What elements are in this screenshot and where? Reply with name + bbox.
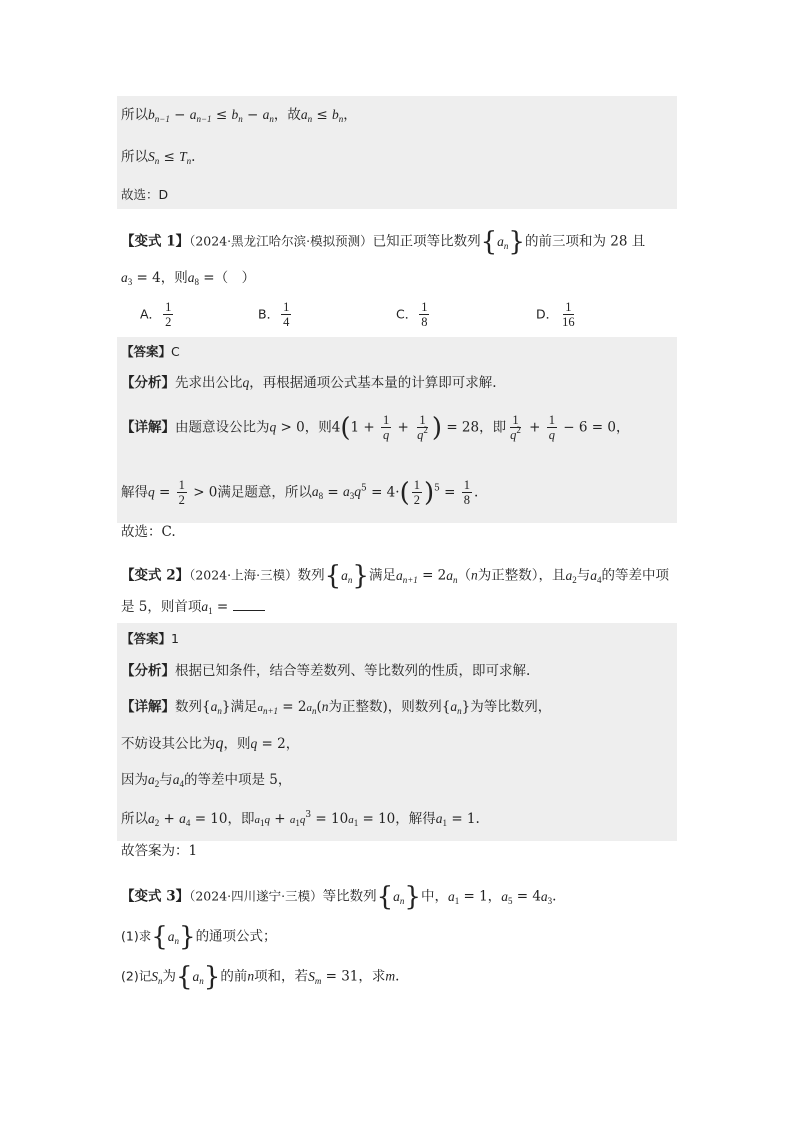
- v2-stem-line-1: 【变式 2】（2024·上海·三模）数列$\{a_n\}$满足$a_{n+1} = 2a_n(n$为正整数），且$a_2$与$a_4$的等差中项: [121, 561, 670, 591]
- v2-solution-block: [117, 623, 677, 841]
- v1-detail-1: 【详解】由题意设公比为q > 0，则4(1 + $\frac{1}{q}$ + $\frac{1}{q^2}$ ) = 28，即 $\frac{1}{q^2}$ + $\frac{1}{q}$ − 6 = 0，: [121, 412, 630, 443]
- v1-stem-line-1: 【变式 1】（2024·黑龙江哈尔滨·模拟预测）已知正项等比数列$\{a_n\}$的前三项和为 28 且: [121, 227, 646, 257]
- v1-answer: 【答案】C: [121, 344, 180, 359]
- v2-detail-4: 所以$a_2 + a_4 = 10$，即$a_1q + a_1q^3 = 10a_1 = 10$，解得$a_1 = 1$.: [121, 810, 480, 828]
- v2-fill-answer: 故答案为：1: [121, 843, 198, 859]
- v2-detail-2: 不妨设其公比为q，则q = 2，: [121, 735, 300, 752]
- v3-question-1: (1)求$\{a_n\}$的通项公式；: [121, 922, 277, 952]
- prev-line-2: 所以$S_n \le T_n$.: [121, 149, 196, 166]
- option-b[interactable]: B． $\frac{1}{4}$: [258, 300, 290, 330]
- v2-detail-1: 【详解】数列$\{a_n\}$满足$a_{n+1} = 2a_n(n$为正整数)，则数列$\{a_n\}$为等比数列，: [121, 699, 552, 716]
- v2-analysis: 【分析】根据已知条件，结合等差数列、等比数列的性质，即可求解.: [121, 663, 531, 679]
- v2-stem-line-2: 是 5，则首项$a_1$ =: [121, 599, 265, 615]
- prev-choice: 故选：D: [121, 187, 169, 202]
- v1-analysis: 【分析】先求出公比q，再根据通项公式基本量的计算即可求解.: [121, 375, 497, 391]
- option-c[interactable]: C． $\frac{1}{8}$: [396, 300, 428, 330]
- v1-choice: 故选：C.: [121, 524, 176, 540]
- v3-question-2: (2)记$S_n$为$\{a_n\}$的前n项和，若$S_m = 31$，求m.: [121, 962, 400, 992]
- option-a[interactable]: A． $\frac{1}{2}$: [140, 300, 172, 330]
- prev-line-1: 所以$b_{n-1} - a_{n-1} \le b_n - a_n$，故$a_n \le b_n$，: [121, 107, 357, 124]
- option-d[interactable]: D． $\frac{1}{16}$: [536, 300, 575, 330]
- v1-detail-2: 解得q = $\frac{1}{2}$ > 0满足题意，所以$a_8 = a_3q^5 = 4\cdot$( $\frac{1}{2}$ )$^5$ = $\frac{1}{8}$ .: [121, 477, 479, 508]
- v2-detail-3: 因为$a_2$与$a_4$的等差中项是 5，: [121, 772, 292, 789]
- v2-answer: 【答案】1: [121, 631, 179, 646]
- answer-blank[interactable]: [233, 599, 265, 611]
- v3-stem: 【变式 3】（2024·四川遂宁·三模）等比数列$\{a_n\}$中，$a_1 = 1$，$a_5 = 4a_3$.: [121, 882, 557, 912]
- v1-stem-line-2: $a_3 = 4$，则$a_8$ =（ ）: [121, 270, 256, 287]
